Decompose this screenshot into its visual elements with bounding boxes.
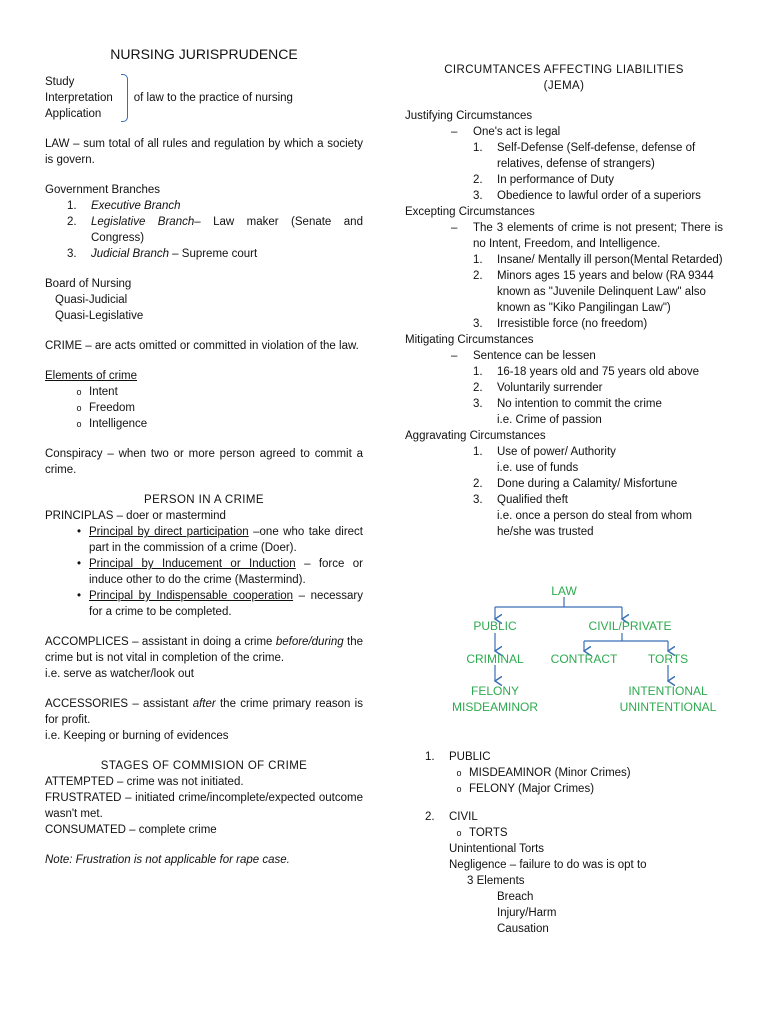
aggravating-example: i.e. once a person do steal from whom he/she was trusted	[497, 510, 692, 538]
study-line: Application	[45, 108, 102, 120]
mitigating-example: i.e. Crime of passion	[497, 414, 602, 426]
study-line: Interpretation	[45, 92, 113, 104]
justifying-dash: – One's act is legal	[451, 126, 561, 138]
public-subitem: o FELONY (Major Crimes)	[456, 783, 595, 795]
gov-branch: 2. Legislative Branch– Law maker (Senate and Congress)	[67, 216, 363, 244]
law-definition: LAW – sum total of all rules and regulation by which a society is govern.	[45, 138, 363, 166]
civil-item: 2. CIVIL	[425, 811, 478, 823]
principal-type: • Principal by Indispensable cooperation – necessary for a crime to be completed.	[76, 590, 364, 618]
tree-node-public: PUBLIC	[473, 619, 517, 633]
aggravating-heading: Aggravating Circumstances	[405, 430, 546, 442]
element-item: o Intelligence	[76, 418, 148, 430]
tree-node-unintentional: UNINTENTIONAL	[619, 700, 717, 714]
tree-node-contract: CONTRACT	[550, 652, 618, 666]
right-column	[405, 0, 723, 540]
stage-item: FRUSTRATED – initiated crime/incomplete/expected outcome wasn't met.	[45, 792, 363, 820]
justifying-item: 3. Obedience to lawful order of a superiors	[473, 190, 701, 202]
unintentional-torts: Unintentional Torts	[449, 843, 545, 855]
excepting-dash: – The 3 elements of crime is not present; There is no Intent, Freedom, and Intelligence.	[451, 222, 723, 250]
civil-subitem: o TORTS	[456, 827, 508, 839]
accomplices: ACCOMPLICES – assistant in doing a crime before/during the crime but is not vital in completion of the crime.	[45, 636, 364, 664]
elements-label: 3 Elements	[467, 875, 525, 887]
page-title: NURSING JURISPRUDENCE	[110, 46, 298, 62]
accessories: ACCESSORIES – assistant after the crime primary reason is for profit.	[45, 698, 363, 726]
mitigating-heading: Mitigating Circumstances	[405, 334, 534, 346]
aggravating-item: 1. Use of power/ Authority	[473, 446, 616, 458]
element-item: o Intent	[76, 386, 118, 398]
mitigating-item: 3. No intention to commit the crime	[473, 398, 662, 410]
note: Note: Frustration is not applicable for rape case.	[45, 854, 290, 866]
public-subitem: o MISDEAMINOR (Minor Crimes)	[456, 767, 631, 779]
negligence-element: Injury/Harm	[497, 907, 557, 919]
tree-node-civil: CIVIL/PRIVATE	[588, 619, 672, 633]
mitigating-dash: – Sentence can be lessen	[451, 350, 596, 362]
excepting-heading: Excepting Circumstances	[405, 206, 535, 218]
crime-definition: CRIME – are acts omitted or committed in violation of the law.	[45, 340, 359, 352]
element-item: o Freedom	[76, 402, 136, 414]
negligence-element: Breach	[497, 891, 534, 903]
mitigating-item: 1. 16-18 years old and 75 years old above	[473, 366, 700, 378]
tree-node-law: LAW	[551, 584, 577, 598]
left-column	[45, 0, 363, 868]
excepting-item: 2. Minors ages 15 years and below (RA 9344 known as "Juvenile Delinquent Law" also known as "Kiko Pangilingan Law")	[473, 270, 714, 314]
mitigating-item: 2. Voluntarily surrender	[473, 382, 603, 394]
bon-heading: Board of Nursing	[45, 278, 132, 290]
elements-heading: Elements of crime	[45, 370, 138, 382]
stages-heading: STAGES OF COMMISION OF CRIME	[100, 760, 308, 772]
tree-node-torts: TORTS	[647, 652, 689, 666]
principal-type: • Principal by Inducement or Induction – force or induce other to do the crime (Mastermind).	[76, 558, 363, 586]
right-heading: CIRCUMTANCES AFFECTING LIABILITIES	[444, 64, 684, 76]
gov-branch: 1. Executive Branch	[67, 200, 181, 212]
tree-node-felony: FELONY	[470, 684, 520, 698]
aggravating-item: 3. Qualified theft	[473, 494, 568, 506]
person-heading: PERSON IN A CRIME	[144, 494, 264, 506]
brace-icon	[121, 74, 128, 122]
tree-node-misdemeanor: MISDEAMINOR	[451, 700, 539, 714]
tree-node-intentional: INTENTIONAL	[628, 684, 708, 698]
stage-item: ATTEMPTED – crime was not initiated.	[45, 776, 244, 788]
accessories-example: i.e. Keeping or burning of evidences	[45, 730, 229, 742]
bon-item: Quasi-Judicial	[55, 294, 128, 306]
tree-connectors	[495, 597, 668, 681]
stage-item: CONSUMATED – complete crime	[45, 824, 217, 836]
law-types-list	[425, 749, 725, 937]
excepting-item: 3. Irresistible force (no freedom)	[473, 318, 648, 330]
bon-item: Quasi-Legislative	[55, 310, 144, 322]
justifying-item: 2. In performance of Duty	[473, 174, 614, 186]
study-suffix: of law to the practice of nursing	[133, 92, 293, 104]
accomplices-example: i.e. serve as watcher/look out	[45, 668, 194, 680]
aggravating-example: i.e. use of funds	[497, 462, 579, 474]
public-item: 1. PUBLIC	[425, 751, 491, 763]
gov-heading: Government Branches	[45, 184, 161, 196]
excepting-item: 1. Insane/ Mentally ill person(Mental Retarded)	[473, 254, 723, 266]
conspiracy: Conspiracy – when two or more person agreed to commit a crime.	[45, 448, 363, 476]
aggravating-item: 2. Done during a Calamity/ Misfortune	[473, 478, 678, 490]
tree-node-criminal: CRIMINAL	[466, 652, 524, 666]
negligence-element: Causation	[497, 923, 549, 935]
negligence: Negligence – failure to do was is opt to	[449, 859, 647, 871]
principals: PRINCIPLAS – doer or mastermind	[45, 510, 226, 522]
justifying-heading: Justifying Circumstances	[405, 110, 533, 122]
principal-type: • Principal by direct participation –one who take direct part in the commission of a crime (Doer).	[76, 526, 363, 554]
gov-branch: 3. Judicial Branch – Supreme court	[67, 248, 258, 260]
law-tree-diagram	[430, 583, 740, 723]
justifying-item: 1. Self-Defense (Self-defense, defense of relatives, defense of strangers)	[473, 142, 696, 170]
right-subheading: (JEMA)	[543, 80, 585, 92]
study-block	[45, 74, 363, 122]
study-line: Study	[45, 76, 75, 88]
